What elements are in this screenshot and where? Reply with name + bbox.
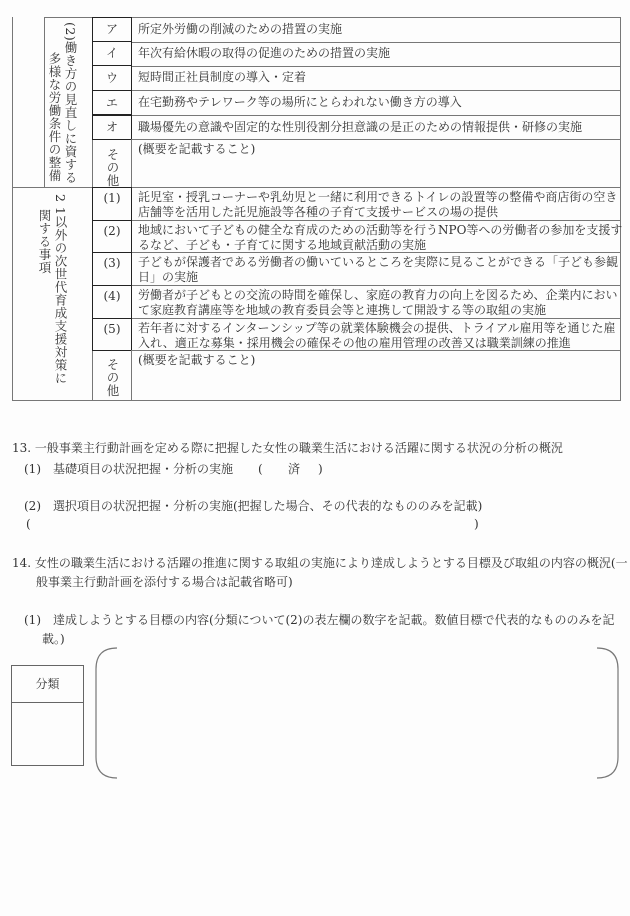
optional-items-label: (2) 選択項目の状況把握・分析の実施(把握した場合、その代表的なもののみを記載) (24, 499, 483, 513)
basic-items-open-paren: ( (258, 462, 263, 476)
row-divider (131, 115, 621, 116)
row-text-line1: 託児室・授乳コーナーや乳幼児と一緒に利用できるトイレの設置等の整備や商店街の空き (138, 190, 618, 204)
row-text: 在宅勤務やテレワーク等の場所にとらわれない働き方の導入 (138, 95, 462, 109)
section2-inner-border (44, 17, 45, 187)
row-label: ウ (92, 65, 132, 91)
row-text-line2: るなど、子ども・子育てに関する地域貢献活動の実施 (138, 238, 427, 252)
bracket-frame (95, 647, 619, 779)
row-text-line1: 子どもが保護者である労働者の働いているところを実際に見ることができる「子ども参観 (138, 255, 619, 269)
row-text-line1: 若年者に対するインターンシップ等の就業体験機会の提供、トライアル雇用等を通じた雇 (138, 321, 616, 335)
row-label: その他 (105, 148, 120, 187)
table-bottom-border (12, 400, 621, 401)
row-label: (3) (92, 252, 132, 286)
optional-items-open-paren: ( (26, 517, 31, 531)
optional-items-field[interactable] (40, 514, 470, 532)
other-note: (概要を記載すること) (138, 142, 256, 156)
row-text-line1: 労働者が子どもとの交流の時間を確保し、家庭の教育力の向上を図るため、企業内におい (138, 288, 618, 302)
table-right-border (620, 17, 621, 401)
row-label: (5) (92, 318, 132, 351)
basic-items-status[interactable]: 済 (288, 462, 301, 476)
row-label: オ (92, 114, 132, 140)
basic-items-label: (1) 基礎項目の状況把握・分析の実施 (24, 462, 233, 476)
row-label: イ (92, 41, 132, 66)
row-text: 短時間正社員制度の導入・定着 (138, 70, 307, 84)
section-other-header-line1: 2 1以外の次世代育成支援対策に (53, 194, 68, 385)
other-note: (概要を記載すること) (138, 353, 256, 367)
target-content-label-line1: (1) 達成しようとする目標の内容(分類について(2)の表左欄の数字を記載。数値目標で代表的なもののみを記 (24, 613, 615, 627)
row-divider (131, 220, 621, 221)
table-left-border (12, 17, 13, 401)
row-text: 職場優先の意識や固定的な性別役割分担意識の是正のための情報提供・研修の実施 (138, 120, 583, 134)
row-label: (1) (92, 187, 132, 221)
row-text-line2: 入れ、適正な募集・採用機会の確保その他の雇用管理の改善又は職業訓練の推進 (138, 336, 571, 350)
section14-heading-line2: 般事業主行動計画を添付する場合は記載省略可) (36, 575, 293, 589)
row-text-line2: て家庭教育講座等を地域の教育委員会等と連携して開設する等の取組の実施 (138, 303, 547, 317)
row-divider (131, 139, 621, 140)
row-text-line2: 店舗等を活用した託児施設等各種の子育て支援サービスの場の提供 (138, 205, 499, 219)
basic-items-close-paren: ) (318, 462, 323, 476)
category-header: 分類 (12, 666, 83, 703)
row-text: 年次有給休暇の取得の促進のための措置の実施 (138, 46, 391, 60)
optional-items-close-paren: ) (474, 517, 479, 531)
row-divider (131, 350, 621, 351)
row-text: 所定外労働の削減のための措置の実施 (138, 22, 343, 36)
row-label: ア (92, 17, 132, 42)
category-value-field[interactable] (12, 703, 83, 766)
row-divider (131, 66, 621, 67)
row-label: (2) (92, 220, 132, 253)
category-box (11, 665, 84, 766)
row-label: エ (92, 90, 132, 116)
row-divider (131, 90, 621, 91)
row-divider (131, 252, 621, 253)
row-text-line1: 地域において子どもの健全な育成のための活動等を行うNPO等への労働者の参加を支援す (138, 223, 623, 237)
section2-header-line2: 多様な労働条件の整備 (47, 52, 62, 182)
section13-heading: 13. 一般事業主行動計画を定める際に把握した女性の職業生活における活躍に関する状況の分析の概況 (12, 441, 563, 455)
target-content-field[interactable] (95, 647, 619, 779)
target-content-label-line2: 載。) (42, 632, 65, 646)
row-divider (131, 318, 621, 319)
row-text-line2: 日」の実施 (138, 270, 199, 284)
section-other-header-line2: 関する事項 (37, 209, 52, 274)
row-label: (4) (92, 285, 132, 319)
row-label: その他 (105, 358, 120, 397)
row-divider (131, 285, 621, 286)
section14-heading-line1: 14. 女性の職業生活における活躍の推進に関する取組の実施により達成しようとする目標及び取組の内容の概況(一 (12, 556, 628, 570)
section2-header-line1: (2)働き方の見直しに資する (63, 22, 78, 185)
row-divider (131, 42, 621, 43)
